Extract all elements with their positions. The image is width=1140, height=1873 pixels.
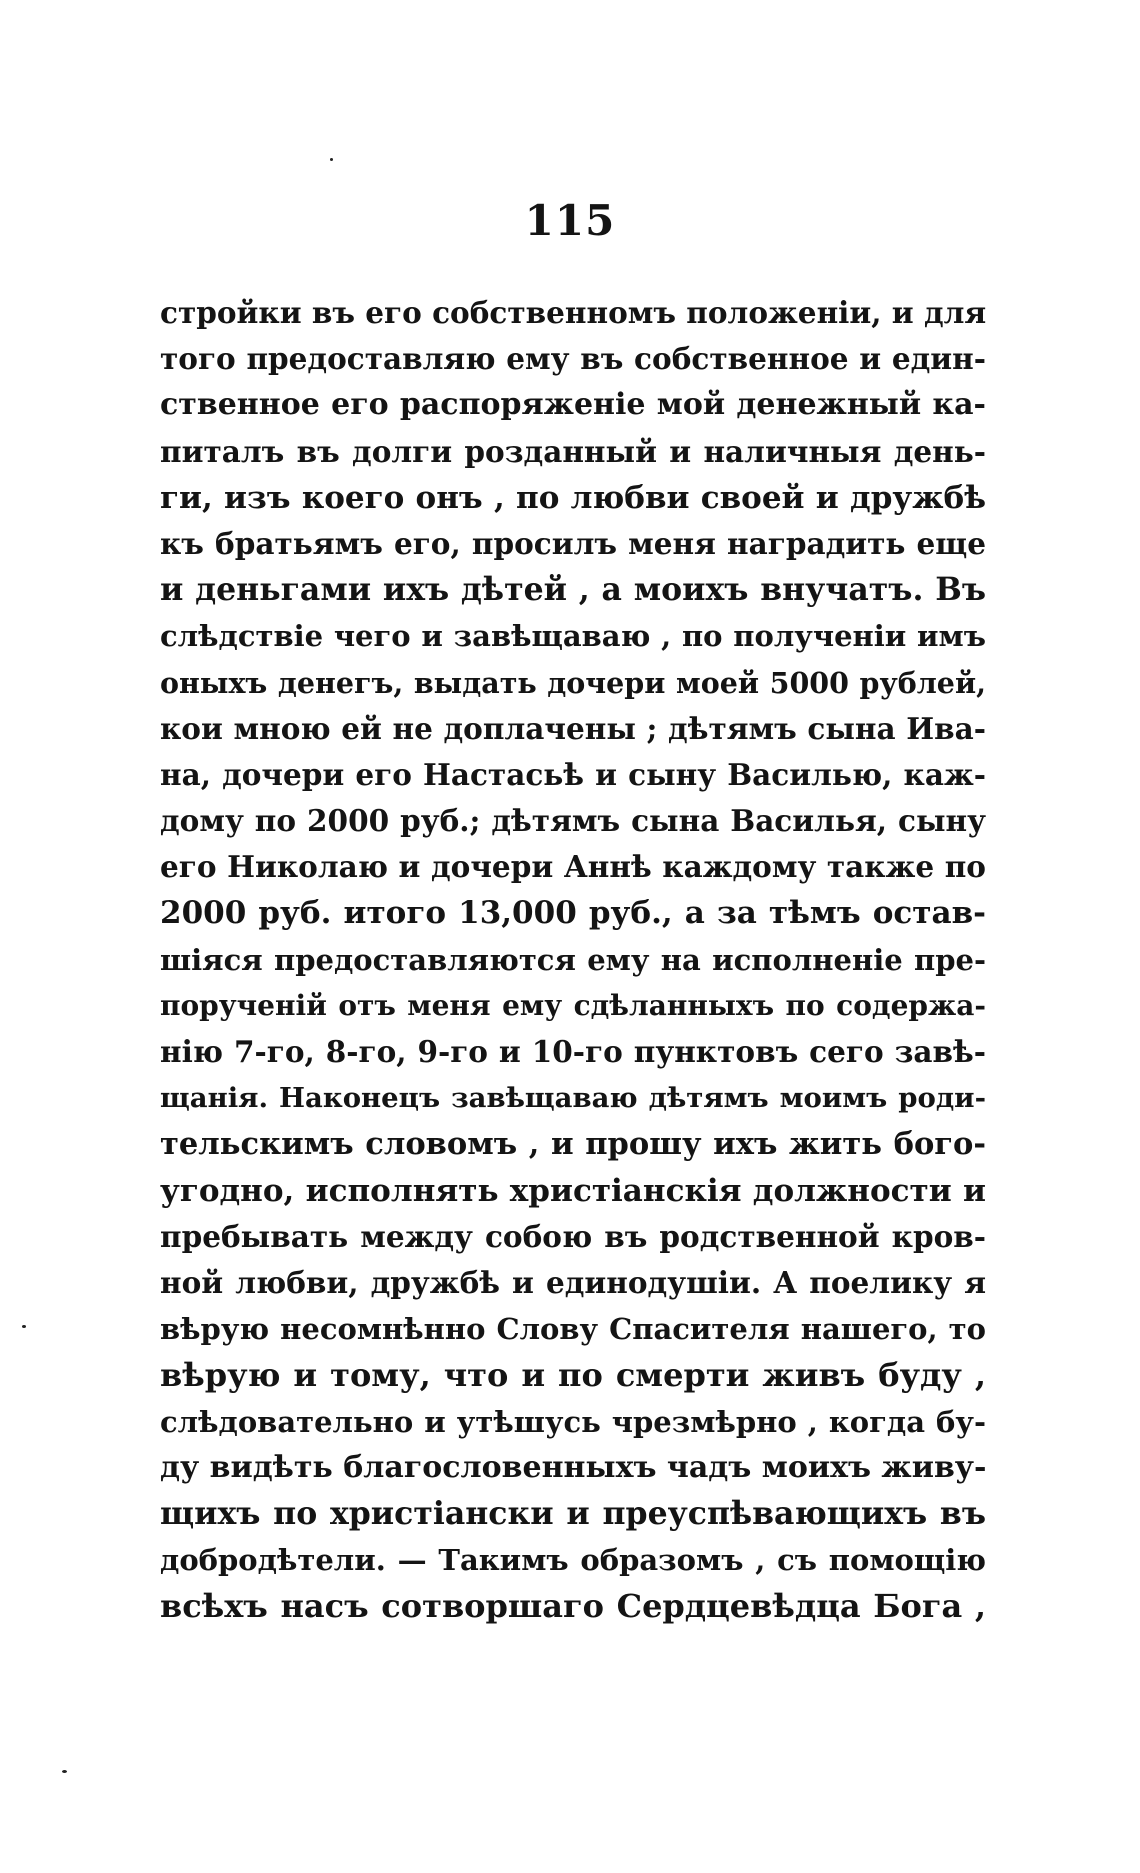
text-line: того предоставляю ему въ собственное и един-	[160, 341, 986, 377]
body-text	[160, 290, 986, 1629]
text-line: угодно, исполнять христіанскія должности и	[160, 1172, 986, 1209]
text-line: слѣдствіе чего и завѣщаваю , по полученіи имъ	[160, 619, 986, 654]
text-line: къ братьямъ его, просилъ меня наградить еще	[160, 525, 986, 561]
text-line: ги, изъ коего онъ , по любви своей и дружбѣ	[160, 479, 986, 516]
text-line: ной любви, дружбѣ и единодушіи. А поелику я	[160, 1264, 986, 1300]
text-line: и деньгами ихъ дѣтей , а моихъ внучатъ. Въ	[160, 571, 986, 609]
text-line: вѣрую несомнѣнно Слову Спасителя нашего, то	[160, 1312, 986, 1347]
text-line: его Николаю и дочери Аннѣ каждому также по	[160, 849, 986, 885]
page-number: 115	[524, 196, 616, 245]
text-line: нію 7-го, 8-го, 9-го и 10-го пунктовъ сего завѣ-	[160, 1034, 986, 1069]
print-speck	[62, 1770, 67, 1773]
text-line: добродѣтели. — Такимъ образомъ , съ помощію	[160, 1543, 986, 1578]
print-speck	[22, 1325, 26, 1328]
print-speck	[330, 158, 333, 161]
text-line: оныхъ денегъ, выдать дочери моей 5000 рублей,	[160, 665, 986, 700]
text-line: щанія. Наконецъ завѣщаваю дѣтямъ моимъ роди-	[160, 1082, 986, 1115]
text-line: тельскимъ словомъ , и прошу ихъ жить бого-	[160, 1126, 986, 1163]
text-line: вѣрую и тому, что и по смерти живъ буду ,	[160, 1356, 986, 1395]
text-line: слѣдовательно и утѣшусь чрезмѣрно , когда бу-	[160, 1404, 986, 1439]
text-line: 2000 руб. итого 13,000 руб., а за тѣмъ остав-	[160, 895, 986, 932]
text-line: шіяся предоставляются ему на исполненіе пре-	[160, 942, 986, 977]
text-line: всѣхъ насъ сотворшаго Сердцевѣдца Бога ,	[160, 1587, 986, 1626]
text-line: питалъ въ долги розданный и наличныя день-	[160, 433, 986, 469]
text-line: ду видѣть благословенныхъ чадъ моихъ живу-	[160, 1449, 987, 1485]
text-line: пребывать между собою въ родственной кров-	[160, 1218, 986, 1254]
text-line: ственное его распоряженіе мой денежный ка-	[160, 387, 986, 423]
text-line: стройки въ его собственномъ положеніи, и для	[160, 295, 987, 330]
text-line: порученій отъ меня ему сдѣланныхъ по содержа-	[160, 988, 986, 1022]
text-line: дому по 2000 руб.; дѣтямъ сына Василья, сыну	[160, 803, 986, 839]
text-line: на, дочери его Настасьѣ и сыну Василью, каж-	[160, 756, 986, 792]
text-line: кои мною ей не доплачены ; дѣтямъ сына Ива-	[160, 710, 986, 746]
text-line: щихъ по христіански и преуспѣвающихъ въ	[160, 1494, 986, 1532]
